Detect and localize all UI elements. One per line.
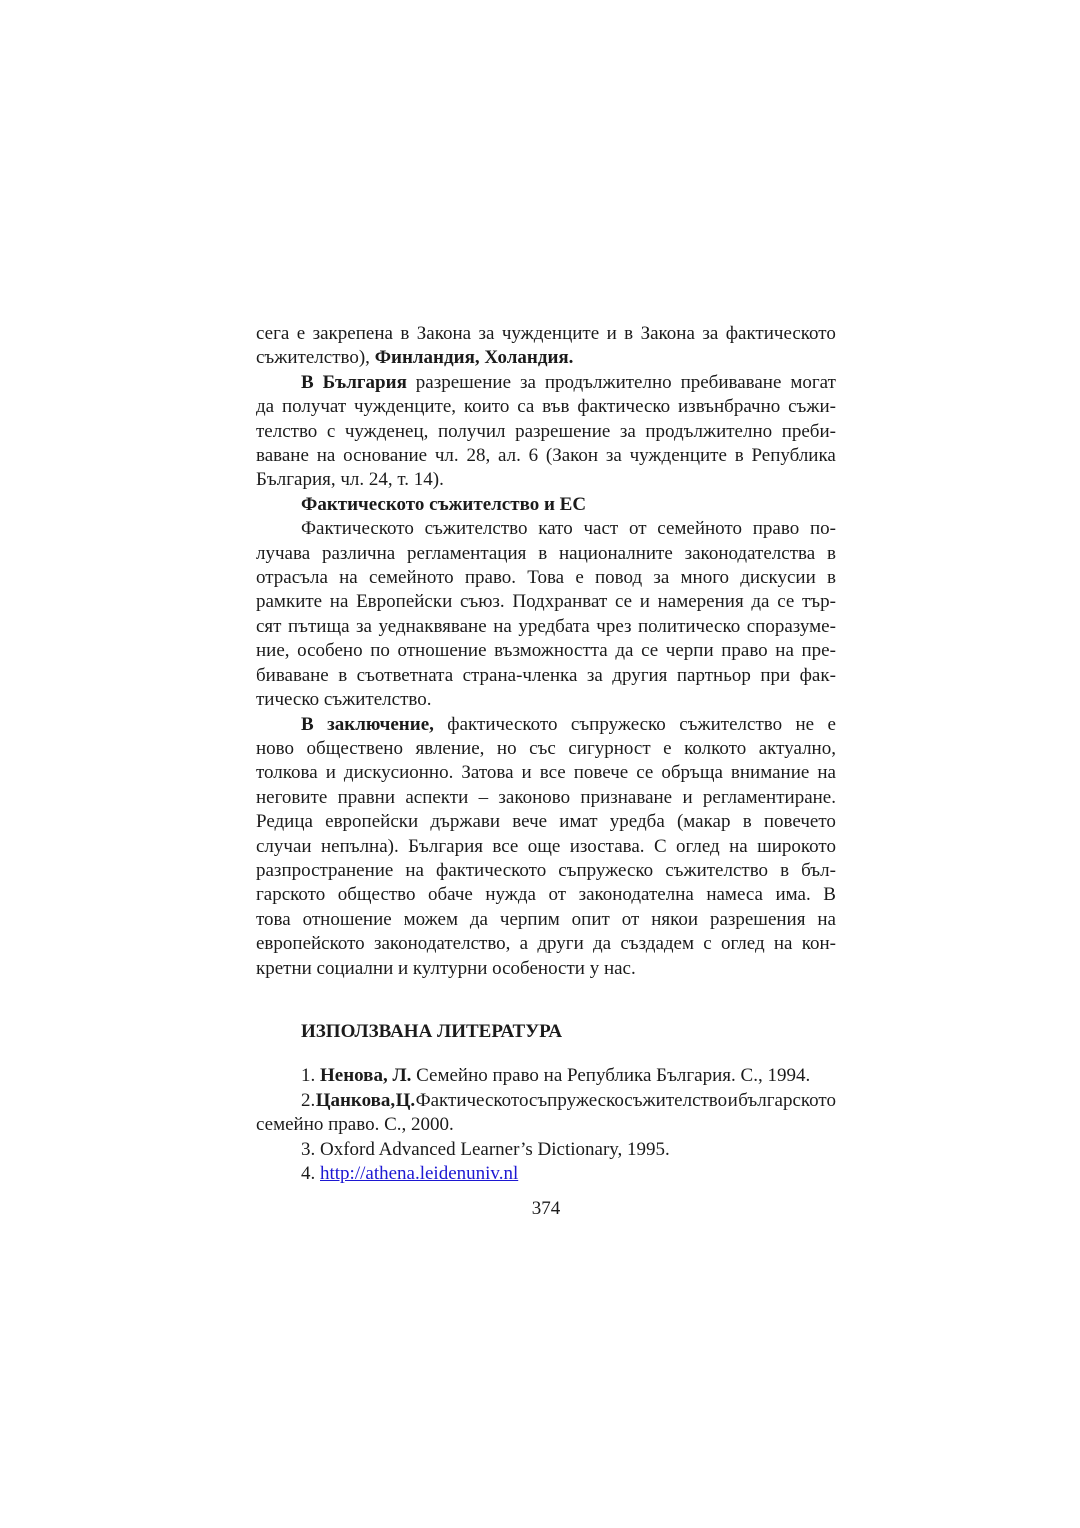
text-line: [256, 493, 836, 517]
text-segment: и: [606, 323, 617, 344]
text-line: [256, 444, 836, 468]
text-segment: все: [492, 835, 519, 857]
text-segment: повод: [595, 567, 643, 589]
text-segment: съответната: [356, 664, 454, 686]
text-segment: за: [619, 420, 636, 442]
text-segment: извънбрачно: [678, 396, 781, 418]
text-segment: в: [624, 323, 634, 344]
text-segment: право: [752, 518, 800, 540]
text-segment: още: [527, 835, 561, 857]
text-segment: бъл-: [801, 859, 836, 881]
bold-text-segment: В: [301, 371, 314, 393]
bold-text-segment: Цанкова,: [315, 1089, 396, 1111]
text-segment: пребиваване: [680, 371, 782, 393]
text-segment: на: [316, 445, 336, 467]
text-segment: европейското: [256, 933, 365, 955]
text-segment: 6: [528, 445, 539, 467]
text-segment: Това: [527, 567, 565, 589]
text-segment: разрешение: [515, 420, 611, 442]
text-segment: съюз.: [459, 591, 505, 613]
text-segment: и: [639, 591, 650, 613]
text-segment: широкото: [757, 835, 836, 857]
text-segment: уредбата: [518, 615, 590, 637]
text-line: [256, 810, 836, 834]
text-segment: (Закон: [545, 445, 599, 467]
text-segment: семейно право. С., 2000.: [256, 1114, 454, 1136]
text-segment: на: [773, 933, 793, 955]
text-segment: семейното: [657, 518, 742, 540]
text-line: [256, 932, 836, 956]
text-segment: във: [542, 396, 570, 418]
text-segment: от: [621, 908, 640, 930]
text-segment: 1.: [301, 1065, 320, 1087]
text-segment: –: [478, 786, 489, 808]
text-segment: съжителство: [424, 518, 528, 540]
text-segment: в: [826, 542, 836, 564]
bold-text-segment: Фактическото съжителство и ЕС: [301, 493, 587, 515]
text-segment: тър-: [801, 591, 836, 613]
text-segment: това: [256, 908, 291, 930]
text-line: [256, 859, 836, 883]
text-segment: разрешения: [709, 908, 806, 930]
text-segment: рамките: [256, 591, 323, 613]
text-segment: Закона: [640, 323, 695, 344]
text-segment: в: [780, 859, 790, 881]
text-segment: кретни социални и културни особености у нас.: [256, 957, 636, 979]
text-segment: кон-: [801, 933, 836, 955]
text-segment: 4.: [301, 1163, 320, 1184]
text-segment: на: [405, 859, 424, 881]
text-segment: семейното: [368, 567, 454, 589]
text-segment: с: [326, 420, 336, 442]
text-segment: разрешение: [415, 371, 512, 393]
text-segment: изостава.: [569, 835, 645, 857]
text-segment: е: [296, 323, 306, 344]
text-line: [256, 835, 836, 859]
text-segment: други: [537, 933, 584, 955]
subheading-factual-cohabitation-eu: [256, 493, 836, 517]
text-segment: фактическото: [436, 859, 547, 881]
text-segment: за: [605, 445, 622, 467]
text-segment: другия: [612, 664, 668, 686]
text-segment: ние,: [256, 640, 290, 662]
text-segment: политическо: [638, 615, 741, 637]
text-segment: на: [775, 640, 794, 662]
text-segment: телство: [256, 420, 318, 442]
text-segment: се: [641, 640, 659, 662]
text-segment: за: [702, 323, 719, 344]
text-line: [256, 1064, 836, 1088]
bibliography-heading: [256, 1020, 836, 1044]
text-line: [256, 1138, 836, 1162]
text-segment: регламентиране.: [702, 786, 836, 808]
text-segment: създадем: [620, 933, 695, 955]
text-segment: признаване: [580, 786, 673, 808]
text-line: [256, 1162, 836, 1186]
text-segment: на: [729, 835, 748, 857]
text-segment: право.: [464, 567, 517, 589]
bold-text-segment: заключение,: [327, 713, 434, 735]
text-segment: съпружеско: [570, 713, 666, 735]
text-segment: 3. Oxford Advanced Learner’s Dictionary, 1995.: [301, 1138, 670, 1160]
text-segment: е: [827, 713, 836, 735]
text-segment: за: [478, 323, 495, 344]
text-segment: колкото: [684, 737, 747, 759]
text-segment: да: [593, 933, 612, 955]
text-segment: съжи-: [788, 396, 836, 418]
text-segment: за: [356, 615, 372, 637]
text-segment: по: [370, 640, 390, 662]
text-segment: случаи: [256, 835, 312, 857]
text-segment: внимание: [730, 762, 810, 784]
text-segment: страна-членка: [462, 664, 578, 686]
bold-text-segment: В: [301, 713, 314, 735]
text-segment: при: [760, 664, 791, 686]
text-segment: имат: [559, 811, 598, 833]
text-segment: разпространение: [256, 859, 394, 881]
text-line: [256, 908, 836, 932]
text-segment: законодателства: [684, 542, 816, 564]
text-segment: са: [517, 396, 535, 418]
text-segment: С: [653, 835, 667, 857]
text-segment: Затова: [461, 762, 514, 784]
text-segment: Семейно право на Република България. С., 1994.: [411, 1065, 811, 1087]
text-segment: част: [583, 518, 619, 540]
bibliography-list: [256, 1064, 836, 1186]
text-segment: намерения: [657, 591, 744, 613]
text-line: [256, 1020, 836, 1044]
bold-text-segment: Ц.: [395, 1089, 416, 1111]
text-line: [256, 468, 836, 492]
text-line: [256, 883, 836, 907]
text-segment: които: [463, 396, 510, 418]
text-segment: фактическо: [577, 396, 671, 418]
text-segment: можем: [403, 908, 458, 930]
text-segment: да: [751, 591, 770, 613]
text-segment: съжителство: [665, 859, 769, 881]
text-segment: европейски: [325, 811, 419, 833]
text-segment: в: [734, 445, 744, 467]
text-segment: и: [521, 762, 532, 784]
text-segment: право: [721, 640, 768, 662]
text-segment: Закона: [416, 323, 472, 344]
text-segment: съжителство: [624, 1089, 728, 1111]
reference-link[interactable]: http://athena.leidenuniv.nl: [320, 1163, 519, 1184]
text-segment: обръща: [661, 762, 723, 784]
text-segment: за: [519, 371, 536, 393]
text-segment: на: [329, 591, 349, 613]
text-segment: правни: [337, 786, 396, 808]
text-segment: със: [529, 737, 556, 759]
text-segment: на: [817, 762, 836, 784]
text-segment: оглед: [720, 933, 765, 955]
text-segment: споразуме-: [746, 615, 836, 637]
text-line: [256, 566, 836, 590]
text-line: [256, 1089, 836, 1113]
text-segment: в: [400, 323, 410, 344]
paragraph-eu-regulation: [256, 517, 836, 712]
text-segment: чужденците: [501, 323, 600, 344]
text-line: [256, 786, 836, 810]
text-segment: в: [538, 542, 548, 564]
text-segment: отношение: [397, 640, 487, 662]
text-line: [256, 615, 836, 639]
text-segment: нужда: [485, 884, 536, 906]
bold-text-segment: Финландия, Холандия.: [374, 347, 574, 369]
text-segment: сигурност: [568, 737, 651, 759]
text-segment: от: [628, 518, 647, 540]
text-segment: различна: [321, 542, 396, 564]
text-segment: чужденец,: [344, 420, 429, 442]
text-segment: повече: [573, 762, 629, 784]
text-segment: обаче: [428, 884, 473, 906]
text-segment: законодателна: [578, 884, 694, 906]
text-segment: на: [493, 615, 512, 637]
text-segment: фактическото: [447, 713, 558, 735]
text-segment: държави: [430, 811, 501, 833]
text-segment: националните: [559, 542, 673, 564]
text-line: [256, 1113, 836, 1137]
text-segment: законодателство,: [373, 933, 511, 955]
text-segment: Европейски: [356, 591, 453, 613]
bold-text-segment: България: [322, 371, 407, 393]
text-segment: продължително: [645, 420, 773, 442]
text-segment: уредба: [609, 811, 665, 833]
text-segment: сега: [256, 323, 290, 344]
text-segment: дискусии: [740, 567, 816, 589]
text-segment: Редица: [256, 811, 313, 833]
text-segment: партньор: [676, 664, 751, 686]
text-segment: лучава: [256, 542, 311, 564]
text-segment: 28,: [466, 445, 491, 467]
text-segment: се: [777, 591, 795, 613]
text-line: [256, 639, 836, 663]
text-segment: чужденците: [629, 445, 727, 467]
text-segment: гарското: [256, 884, 326, 906]
paragraph-bulgaria: [256, 371, 836, 493]
text-line: [256, 542, 836, 566]
text-segment: България: [408, 835, 483, 857]
text-segment: е: [575, 567, 584, 589]
text-segment: Република: [751, 445, 836, 467]
text-segment: закрепена: [312, 323, 393, 344]
text-segment: но: [496, 737, 517, 759]
text-segment: преби-: [781, 420, 836, 442]
text-line: [256, 395, 836, 419]
text-segment: и: [682, 786, 693, 808]
paragraph-conclusion: [256, 713, 836, 981]
text-segment: от: [548, 884, 567, 906]
text-segment: на: [339, 567, 358, 589]
text-segment: явление,: [415, 737, 485, 759]
text-segment: и: [325, 762, 336, 784]
text-segment: непълна).: [320, 835, 399, 857]
text-segment: българското: [738, 1089, 836, 1111]
bold-text-segment: ИЗПОЛЗВАНА ЛИТЕРАТУРА: [301, 1020, 563, 1042]
text-segment: ал.: [497, 445, 521, 467]
text-segment: не: [795, 713, 815, 735]
text-segment: 2.: [301, 1089, 316, 1111]
text-line: [256, 371, 836, 395]
text-segment: в: [826, 567, 836, 589]
text-segment: а: [519, 933, 529, 955]
text-segment: с: [703, 933, 712, 955]
text-line: [256, 957, 836, 981]
text-segment: фак-: [799, 664, 836, 686]
text-line: [256, 346, 836, 370]
text-segment: има.: [775, 884, 811, 906]
text-segment: чл.: [434, 445, 459, 467]
text-segment: получил: [437, 420, 506, 442]
text-segment: съжителство),: [256, 347, 375, 369]
text-segment: ново: [256, 737, 295, 759]
text-segment: повечето: [763, 811, 836, 833]
text-line: [256, 688, 836, 712]
text-segment: аспекти: [405, 786, 469, 808]
text-segment: толкова: [256, 762, 318, 784]
text-segment: черпи: [665, 640, 714, 662]
text-line: [256, 737, 836, 761]
text-segment: на: [817, 908, 836, 930]
text-segment: общество: [337, 884, 416, 906]
text-segment: да: [256, 396, 275, 418]
text-segment: се: [636, 762, 654, 784]
text-segment: в: [338, 664, 348, 686]
text-segment: (макар: [676, 811, 731, 833]
text-segment: все: [539, 762, 566, 784]
text-segment: се: [614, 591, 633, 613]
text-segment: законово: [498, 786, 571, 808]
text-segment: получат: [281, 396, 347, 418]
text-segment: тическо съжителство.: [256, 689, 432, 711]
text-segment: особено: [297, 640, 363, 662]
text-line: [256, 517, 836, 541]
text-segment: някои: [651, 908, 699, 930]
text-segment: Фактическото: [415, 1089, 529, 1111]
text-segment: регламентация: [407, 542, 527, 564]
text-segment: пътища: [288, 615, 350, 637]
text-segment: в: [742, 811, 752, 833]
text-segment: Подхранват: [512, 591, 608, 613]
text-line: [256, 713, 836, 737]
text-segment: чрез: [596, 615, 632, 637]
text-segment: като: [538, 518, 573, 540]
text-line: [256, 420, 836, 444]
text-segment: е: [663, 737, 672, 759]
text-line: [256, 322, 836, 346]
text-segment: много: [680, 567, 730, 589]
text-line: [256, 664, 836, 688]
text-segment: обществено: [306, 737, 403, 759]
text-segment: Фактическото: [301, 518, 414, 540]
text-segment: отрасъла: [256, 567, 328, 589]
text-column: [256, 322, 836, 1186]
text-segment: сят: [256, 615, 282, 637]
text-segment: оглед: [676, 835, 720, 857]
text-segment: продължително: [544, 371, 672, 393]
text-segment: намеса: [706, 884, 763, 906]
page-number: 374: [531, 1198, 561, 1219]
text-segment: за: [586, 664, 603, 686]
text-segment: уеднаквяване: [378, 615, 487, 637]
text-segment: съпружеско: [558, 859, 654, 881]
text-segment: съжителство: [679, 713, 783, 735]
text-segment: България, чл. 24, т. 14).: [256, 469, 444, 491]
text-segment: чужденците,: [354, 396, 457, 418]
text-segment: пре-: [801, 640, 836, 662]
text-segment: В: [823, 884, 836, 906]
text-segment: възможността: [494, 640, 608, 662]
text-line: [256, 761, 836, 785]
paragraph-intro-continuation: [256, 322, 836, 371]
text-segment: ваване: [256, 445, 309, 467]
text-segment: актуално,: [758, 737, 836, 759]
text-segment: фактическото: [725, 323, 836, 344]
text-segment: неговите: [256, 786, 328, 808]
text-segment: могат: [790, 371, 836, 393]
text-segment: да: [469, 908, 488, 930]
text-segment: вече: [512, 811, 548, 833]
text-segment: и: [727, 1089, 738, 1111]
text-segment: за: [653, 567, 670, 589]
text-segment: основание: [343, 445, 428, 467]
text-segment: по-: [809, 518, 836, 540]
text-segment: отношение: [302, 908, 392, 930]
bold-text-segment: Ненова, Л.: [320, 1065, 412, 1087]
text-segment: черпим: [499, 908, 560, 930]
text-line: [256, 590, 836, 614]
text-segment: биваване: [256, 664, 329, 686]
text-segment: дискусионно.: [343, 762, 454, 784]
text-segment: съпружеско: [528, 1089, 624, 1111]
text-segment: опит: [571, 908, 610, 930]
text-segment: да: [615, 640, 634, 662]
